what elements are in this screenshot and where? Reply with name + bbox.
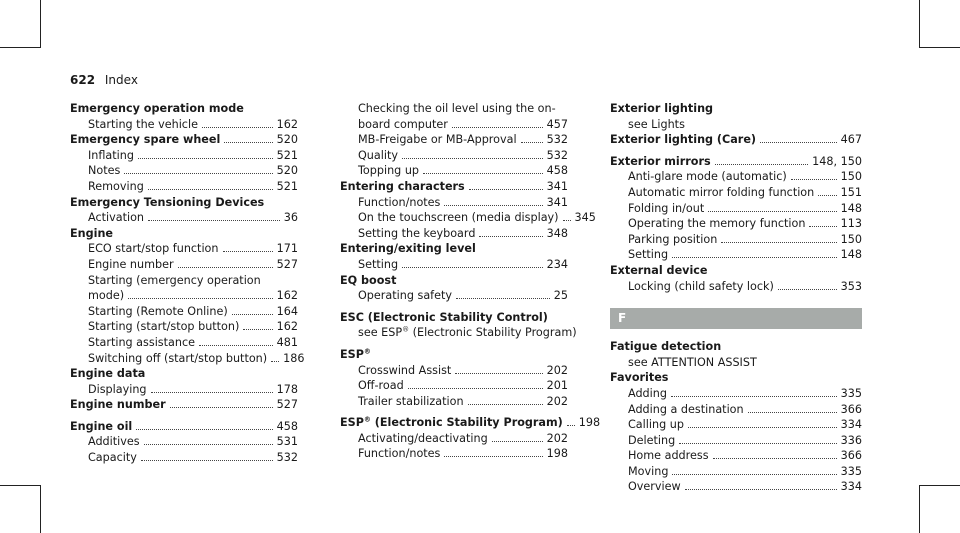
index-heading	[70, 101, 298, 117]
index-column-3	[610, 101, 862, 495]
leader-dots	[144, 444, 273, 445]
page-ref[interactable]: 341	[546, 179, 568, 193]
index-heading-label: Emergency spare wheel	[70, 133, 221, 147]
index-heading	[340, 241, 568, 257]
index-subentry	[70, 117, 298, 133]
index-subentry	[70, 210, 298, 226]
index-entry	[340, 310, 577, 341]
index-subentry-label: Starting assistance	[88, 335, 196, 349]
index-subentry-label: On the touchscreen (media display)	[358, 211, 559, 225]
leader-dots	[563, 220, 571, 221]
section-title: Index	[104, 73, 138, 87]
index-subentry-label: Parking position	[628, 232, 718, 246]
leader-dots	[232, 314, 273, 315]
page-ref[interactable]: 335	[840, 386, 862, 400]
crop-mark	[919, 485, 920, 533]
page-ref[interactable]: 336	[840, 433, 862, 447]
leader-dots	[141, 460, 273, 461]
index-subentry	[610, 417, 862, 433]
leader-dots	[151, 392, 273, 393]
index-subentry-label: see Lights	[628, 117, 685, 131]
index-heading	[340, 347, 568, 363]
crop-mark	[920, 47, 960, 48]
leader-dots	[521, 142, 543, 143]
leader-dots	[778, 289, 837, 290]
index-subentry-label: Notes	[88, 164, 121, 178]
index-subentry-label: Removing	[88, 179, 144, 193]
page-ref[interactable]: 521	[276, 179, 298, 193]
index-subentry	[340, 288, 568, 304]
index-heading-label: Exterior lighting	[610, 102, 714, 115]
index-heading-label: ESP®	[340, 347, 371, 361]
leader-dots	[479, 236, 542, 237]
page-ref[interactable]: 457	[546, 117, 568, 131]
page-ref[interactable]: 234	[546, 257, 568, 271]
leader-dots	[223, 251, 273, 252]
index-heading	[340, 179, 568, 195]
page-ref[interactable]: 458	[546, 164, 568, 178]
index-column-2	[340, 101, 601, 462]
index-heading	[70, 226, 298, 242]
leader-dots	[688, 427, 837, 428]
leader-dots	[124, 173, 272, 174]
crop-mark	[40, 485, 41, 533]
page-ref[interactable]: 148	[840, 201, 862, 215]
page-ref[interactable]: 198	[546, 447, 568, 461]
page-ref[interactable]: 150	[840, 170, 862, 184]
leader-dots	[199, 345, 273, 346]
index-subentry-label: Inflating	[88, 148, 134, 162]
index-entry	[610, 263, 862, 294]
index-subentry-label: Checking the oil level using the on-	[358, 102, 556, 115]
index-heading	[610, 101, 862, 117]
index-subentry-label: Operating the memory function	[628, 217, 806, 231]
index-subentry-label: MB-Freigabe or MB-Approval	[358, 133, 517, 147]
index-entry	[70, 132, 298, 194]
index-entry	[70, 195, 298, 226]
crop-mark	[0, 485, 40, 486]
index-subentry-label: Function/notes	[358, 195, 441, 209]
page-ref[interactable]: 151	[840, 185, 862, 199]
leader-dots	[671, 396, 837, 397]
index-subentry-label: Operating safety	[358, 289, 453, 303]
index-subentry	[610, 247, 862, 263]
page-ref[interactable]: 458	[276, 419, 298, 433]
leader-dots	[148, 189, 273, 190]
page-ref[interactable]: 531	[276, 435, 298, 449]
leader-dots	[721, 242, 836, 243]
page-ref[interactable]: 171	[276, 242, 298, 256]
index-entry	[70, 419, 298, 466]
leader-dots	[791, 179, 837, 180]
index-entry	[610, 154, 862, 263]
page-ref[interactable]: 36	[283, 211, 298, 225]
index-subentry-label: Setting the keyboard	[358, 226, 476, 240]
page-ref[interactable]: 335	[840, 464, 862, 478]
leader-dots	[809, 226, 836, 227]
index-subentry	[610, 201, 862, 217]
leader-dots	[818, 195, 836, 196]
leader-dots	[469, 189, 543, 190]
page-ref[interactable]: 520	[276, 133, 298, 147]
index-entry	[340, 241, 568, 272]
page-ref[interactable]: 366	[840, 402, 862, 416]
leader-dots	[271, 361, 279, 362]
index-entry	[340, 101, 568, 179]
page-ref[interactable]: 178	[276, 382, 298, 396]
leader-dots	[170, 407, 273, 408]
index-heading	[70, 132, 298, 148]
index-subentry	[340, 378, 568, 394]
index-subentry	[340, 117, 568, 133]
page-ref[interactable]: 341	[546, 195, 568, 209]
index-subentry-label: see ATTENTION ASSIST	[628, 355, 757, 369]
page-ref[interactable]: 202	[546, 363, 568, 377]
index-heading-label: Emergency operation mode	[70, 102, 244, 115]
index-subentry	[610, 402, 862, 418]
crop-mark	[40, 0, 41, 48]
index-subentry	[340, 226, 568, 242]
index-subentry-label: Activation	[88, 211, 145, 225]
index-subentry	[340, 325, 577, 341]
index-subentry-label: Activating/deactivating	[358, 431, 488, 445]
leader-dots	[423, 173, 543, 174]
index-heading	[610, 370, 862, 386]
section-letter-bar: F	[610, 308, 862, 329]
index-subentry-label: Adding	[628, 386, 667, 400]
index-subentry	[340, 394, 568, 410]
index-subentry-label: Home address	[628, 449, 709, 463]
index-heading	[70, 366, 298, 382]
index-subentry-label: Starting (start/stop button)	[88, 320, 240, 334]
index-subentry	[340, 195, 568, 211]
index-subentry-label: Function/notes	[358, 447, 441, 461]
leader-dots	[685, 489, 837, 490]
page-ref[interactable]: 162	[276, 117, 298, 131]
leader-dots	[408, 388, 543, 389]
index-subentry-label: Starting (Remote Online)	[88, 304, 228, 318]
page-ref[interactable]: 201	[546, 379, 568, 393]
index-subentry	[70, 335, 298, 351]
leader-dots	[136, 429, 272, 430]
index-entry	[70, 101, 298, 132]
page-ref[interactable]: 334	[840, 480, 862, 494]
index-heading	[610, 154, 862, 170]
leader-dots	[567, 425, 575, 426]
index-column-1	[70, 101, 305, 466]
index-subentry-label: ECO start/stop function	[88, 242, 219, 256]
index-heading-label: EQ boost	[340, 273, 397, 287]
index-entry	[70, 366, 298, 397]
index-heading	[340, 310, 568, 326]
index-subentry-label: Starting (emergency operation	[88, 273, 261, 287]
leader-dots	[672, 257, 837, 258]
leader-dots	[679, 443, 836, 444]
page-ref[interactable]: 148, 150	[812, 154, 862, 168]
leader-dots	[243, 329, 272, 330]
index-entry	[340, 415, 601, 462]
page-ref[interactable]: 527	[276, 398, 298, 412]
leader-dots	[444, 205, 542, 206]
page-ref[interactable]: 164	[276, 304, 298, 318]
index-entry	[340, 347, 568, 409]
index-subentry	[610, 433, 862, 449]
index-subentry-label: Locking (child safety lock)	[628, 279, 774, 293]
index-heading-label: Entering/exiting level	[340, 242, 476, 256]
index-heading-label: Emergency Tensioning Devices	[70, 195, 265, 209]
crop-mark	[0, 47, 40, 48]
index-heading-label: ESC (Electronic Stability Control)	[340, 310, 548, 324]
index-heading	[610, 132, 862, 148]
index-entry	[340, 273, 568, 304]
index-subentry	[70, 288, 298, 304]
page-ref[interactable]: 532	[276, 451, 298, 465]
index-entry	[610, 339, 862, 370]
index-subentry	[340, 363, 568, 379]
index-subentry-label: see ESP® (Electronic Stability Program)	[358, 325, 577, 340]
index-subentry	[70, 163, 298, 179]
index-heading-label: Engine	[70, 226, 114, 240]
leader-dots	[708, 211, 836, 212]
leader-dots	[748, 412, 837, 413]
leader-dots	[468, 404, 543, 405]
page-ref[interactable]: 334	[840, 418, 862, 432]
index-entry	[70, 397, 298, 413]
index-subentry-label: Quality	[358, 148, 398, 162]
index-heading-label: Fatigue detection	[610, 340, 722, 354]
index-heading-label: Exterior mirrors	[610, 154, 711, 168]
index-subentry-label: mode)	[88, 289, 125, 303]
index-subentry	[70, 179, 298, 195]
index-heading	[70, 397, 298, 413]
page-ref[interactable]: 353	[840, 279, 862, 293]
index-subentry-label: Topping up	[358, 164, 420, 178]
index-heading	[340, 415, 601, 431]
index-subentry	[340, 210, 596, 226]
index-subentry	[610, 117, 862, 133]
page-header	[70, 73, 138, 87]
leader-dots	[492, 441, 543, 442]
page-ref[interactable]: 521	[276, 148, 298, 162]
index-subentry	[340, 148, 568, 164]
page-ref[interactable]: 198	[578, 416, 601, 430]
leader-dots	[672, 474, 836, 475]
index-subentry	[70, 382, 298, 398]
index-subentry	[610, 232, 862, 248]
leader-dots	[138, 158, 273, 159]
index-heading-label: Exterior lighting (Care)	[610, 133, 757, 147]
page-number: 622	[70, 73, 96, 87]
page-ref[interactable]: 532	[546, 133, 568, 147]
page-ref[interactable]: 25	[553, 289, 568, 303]
index-heading-label: Engine oil	[70, 419, 133, 433]
index-subentry	[340, 163, 568, 179]
page-ref[interactable]: 481	[276, 335, 298, 349]
index-subentry	[70, 319, 298, 335]
index-subentry-label: Calling up	[628, 418, 684, 432]
index-subentry-label: Switching off (start/stop button)	[88, 351, 268, 365]
page-ref[interactable]: 186	[283, 351, 305, 365]
index-entry	[70, 226, 305, 366]
index-subentry	[70, 148, 298, 164]
index-subentry-label: Adding a destination	[628, 402, 744, 416]
page-ref[interactable]: 113	[840, 217, 862, 231]
page-ref[interactable]: 162	[276, 320, 298, 334]
index-subentry-label: Moving	[628, 464, 669, 478]
index-heading	[70, 419, 298, 435]
page-ref[interactable]: 532	[546, 148, 568, 162]
index-subentry-label: Starting the vehicle	[88, 117, 198, 131]
page-ref[interactable]: 202	[546, 431, 568, 445]
leader-dots	[715, 164, 809, 165]
leader-dots	[402, 158, 543, 159]
index-heading-label: Favorites	[610, 371, 669, 385]
leader-dots	[452, 127, 543, 128]
page-ref[interactable]: 520	[276, 164, 298, 178]
index-subentry	[70, 351, 305, 367]
index-subentry	[340, 101, 568, 117]
index-subentry-label: Crosswind Assist	[358, 363, 452, 377]
page-ref[interactable]: 148	[840, 248, 862, 262]
leader-dots	[456, 298, 550, 299]
index-subentry	[610, 355, 862, 371]
leader-dots	[202, 127, 273, 128]
index-subentry	[70, 450, 298, 466]
leader-dots	[224, 142, 272, 143]
index-subentry	[70, 434, 298, 450]
index-subentry-label: Deleting	[628, 433, 676, 447]
index-subentry	[610, 448, 862, 464]
index-subentry-label: Engine number	[88, 257, 174, 271]
index-subentry	[70, 241, 298, 257]
leader-dots	[760, 142, 837, 143]
index-subentry-label: board computer	[358, 117, 448, 131]
index-subentry	[610, 216, 862, 232]
index-heading	[610, 339, 862, 355]
index-subentry	[610, 279, 862, 295]
page-ref[interactable]: 527	[276, 257, 298, 271]
crop-mark	[920, 485, 960, 486]
index-subentry-label: Folding in/out	[628, 201, 705, 215]
crop-mark	[919, 0, 920, 48]
index-subentry-label: Anti-glare mode (automatic)	[628, 170, 787, 184]
index-subentry	[610, 169, 862, 185]
index-subentry-label: Trailer stabilization	[358, 394, 464, 408]
index-subentry	[70, 257, 298, 273]
index-subentry-label: Overview	[628, 480, 681, 494]
leader-dots	[128, 298, 273, 299]
page-ref[interactable]: 162	[276, 289, 298, 303]
page-ref[interactable]: 467	[840, 133, 862, 147]
page-ref[interactable]: 345	[574, 211, 596, 225]
index-subentry	[340, 132, 568, 148]
leader-dots	[455, 373, 542, 374]
index-entry	[610, 101, 862, 132]
leader-dots	[178, 267, 273, 268]
page-ref[interactable]: 366	[840, 449, 862, 463]
index-subentry	[340, 431, 568, 447]
index-subentry-label: Setting	[358, 257, 399, 271]
index-heading-label: ESP® (Electronic Stability Program)	[340, 415, 563, 430]
index-heading	[70, 195, 298, 211]
page-ref[interactable]: 348	[546, 226, 568, 240]
index-subentry-label: Off-road	[358, 379, 404, 393]
index-subentry	[610, 479, 862, 495]
index-subentry	[70, 273, 298, 289]
index-subentry-label: Additives	[88, 435, 140, 449]
leader-dots	[148, 220, 280, 221]
index-subentry	[610, 185, 862, 201]
index-entry	[610, 132, 862, 148]
index-heading-label: Entering characters	[340, 179, 465, 193]
index-subentry	[610, 386, 862, 402]
index-subentry-label: Automatic mirror folding function	[628, 185, 815, 199]
index-subentry-label: Setting	[628, 248, 669, 262]
index-subentry	[340, 257, 568, 273]
leader-dots	[713, 458, 837, 459]
index-subentry-label: Capacity	[88, 451, 137, 465]
index-subentry	[340, 446, 568, 462]
leader-dots	[402, 267, 543, 268]
index-entry	[340, 179, 596, 241]
index-heading-label: Engine number	[70, 398, 166, 412]
leader-dots	[444, 456, 542, 457]
index-heading-label: Engine data	[70, 367, 146, 381]
index-subentry	[610, 464, 862, 480]
index-subentry	[70, 304, 298, 320]
index-heading	[610, 263, 862, 279]
page-ref[interactable]: 150	[840, 232, 862, 246]
index-heading-label: External device	[610, 263, 708, 277]
index-entry	[610, 370, 862, 495]
index-heading	[340, 273, 568, 289]
index-subentry-label: Displaying	[88, 382, 147, 396]
page-ref[interactable]: 202	[546, 394, 568, 408]
